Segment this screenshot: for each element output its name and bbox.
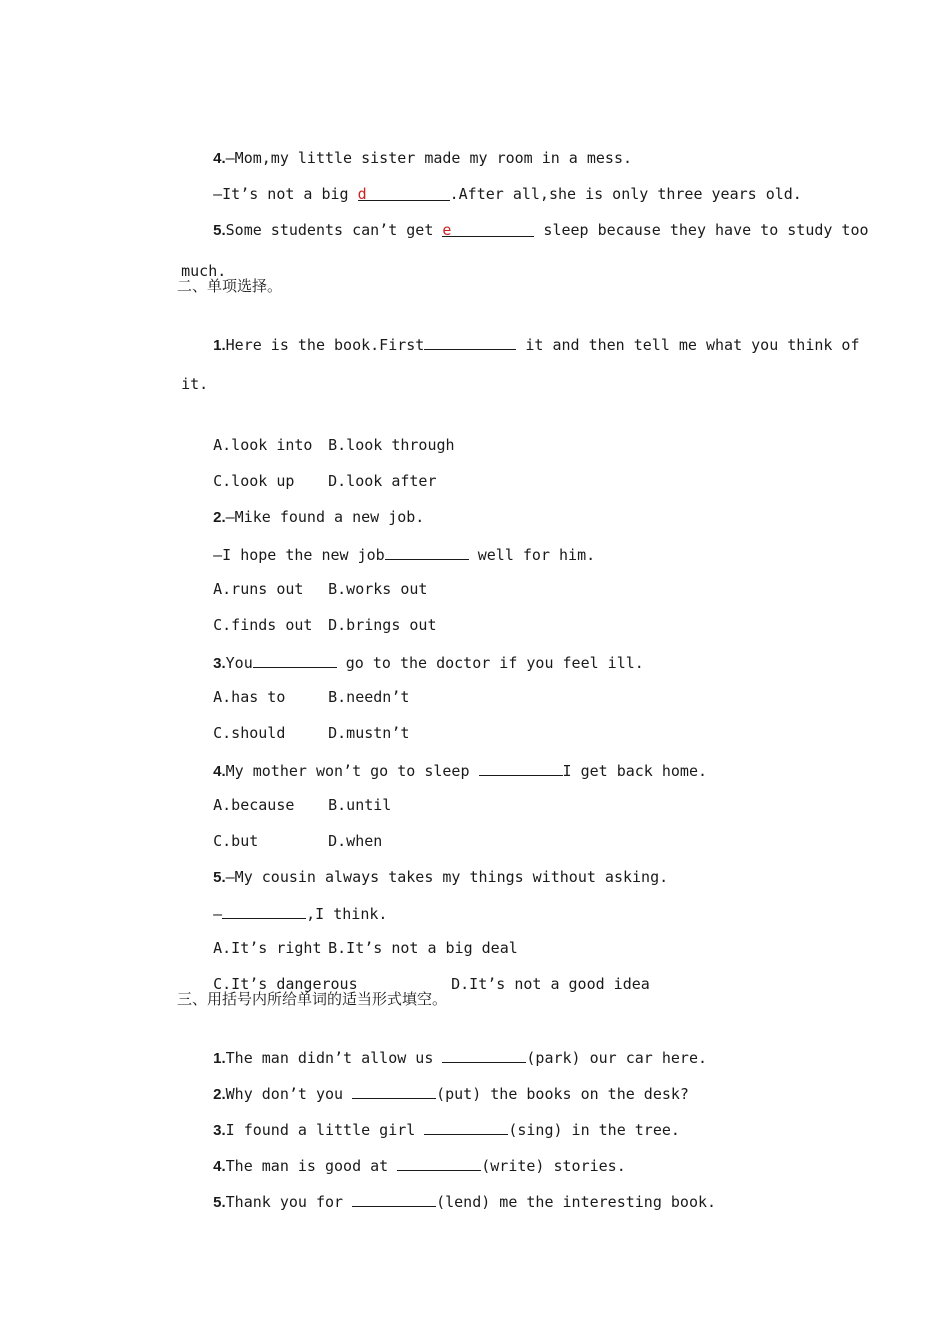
answer-blank[interactable]: [352, 1082, 436, 1099]
option-d[interactable]: D.mustn’t: [328, 724, 410, 742]
question-text-post: (put) the books on the desk?: [436, 1085, 689, 1103]
answer-blank[interactable]: [424, 1118, 508, 1135]
question-number: 3.: [213, 655, 226, 672]
question-text-post: I get back home.: [562, 762, 708, 780]
question-number: 5.: [213, 869, 226, 886]
answer-blank[interactable]: [222, 902, 306, 919]
answer-blank[interactable]: [442, 220, 534, 237]
question-text-post: (sing) in the tree.: [508, 1121, 680, 1139]
question-text-pre: The man is good at: [225, 1157, 398, 1175]
question-number: 1.: [213, 1050, 226, 1067]
question-text-post: it and then tell me what you think of: [516, 336, 860, 354]
question-text-wrap: it.: [181, 375, 209, 393]
question-number: 5.: [213, 222, 226, 239]
answer-blank[interactable]: [352, 1190, 436, 1207]
answer-blank[interactable]: [253, 651, 337, 668]
question-p2-1-wrap: [145, 354, 208, 414]
first-letter-hint: d: [357, 185, 367, 203]
answer-blank[interactable]: [442, 1046, 526, 1063]
option-c[interactable]: C.finds out: [213, 616, 313, 634]
question-text-post: (write) stories.: [481, 1157, 626, 1175]
question-p1-5: [177, 200, 869, 261]
question-text-post: .After all,she is only three years old.: [449, 185, 802, 203]
answer-blank[interactable]: [397, 1154, 481, 1171]
question-text-post: ,I think.: [306, 905, 388, 923]
question-number: 2.: [213, 1086, 226, 1103]
question-number: 3.: [213, 1122, 226, 1139]
option-d[interactable]: D.look after: [328, 472, 437, 490]
question-text-pre: You: [225, 654, 253, 672]
question-text-pre: —: [213, 905, 223, 923]
option-b[interactable]: B.It’s not a big deal: [328, 939, 518, 957]
question-text-pre: —I hope the new job: [213, 546, 385, 564]
question-text-post: well for him.: [468, 546, 596, 564]
section-heading-multiple-choice: 二、单项选择。: [177, 277, 283, 295]
option-b[interactable]: B.until: [328, 796, 392, 814]
option-a[interactable]: A.runs out: [213, 580, 304, 598]
answer-blank[interactable]: [424, 333, 516, 350]
option-b[interactable]: B.look through: [328, 436, 455, 454]
section-heading-word-forms: 三、用括号内所给单词的适当形式填空。: [177, 990, 448, 1008]
option-a[interactable]: A.look into: [213, 436, 313, 454]
question-text: —My cousin always takes my things without asking.: [225, 868, 669, 886]
option-c[interactable]: C.It’s dangerous: [213, 975, 358, 993]
question-text-post: (park) our car here.: [526, 1049, 708, 1067]
question-text-pre: Here is the book.First: [225, 336, 425, 354]
question-text-pre: Some students can’t get: [225, 221, 443, 239]
question-p3-5: [177, 1170, 716, 1233]
option-d[interactable]: D.It’s not a good idea: [451, 975, 650, 993]
question-text-pre: The man didn’t allow us: [225, 1049, 443, 1067]
question-text-pre: —It’s not a big: [213, 185, 358, 203]
question-text-post: sleep because they have to study too: [534, 221, 869, 239]
question-number: 2.: [213, 509, 226, 526]
answer-blank[interactable]: [479, 759, 563, 776]
question-number: 4.: [213, 150, 226, 167]
question-text-wrap: much.: [181, 262, 227, 280]
answer-blank[interactable]: [358, 184, 450, 201]
option-d[interactable]: D.brings out: [328, 616, 437, 634]
question-text: —Mike found a new job.: [225, 508, 425, 526]
question-number: 5.: [213, 1194, 226, 1211]
option-c[interactable]: C.should: [213, 724, 286, 742]
question-text-post: (lend) me the interesting book.: [436, 1193, 717, 1211]
option-b[interactable]: B.works out: [328, 580, 428, 598]
question-text-post: go to the doctor if you feel ill.: [336, 654, 644, 672]
option-d[interactable]: D.when: [328, 832, 383, 850]
question-text-pre: Thank you for: [225, 1193, 353, 1211]
question-number: 1.: [213, 337, 226, 354]
option-a[interactable]: A.has to: [213, 688, 286, 706]
question-number: 4.: [213, 1158, 226, 1175]
option-a[interactable]: A.because: [213, 796, 295, 814]
question-text: —Mom,my little sister made my room in a mess.: [225, 149, 633, 167]
option-c[interactable]: C.but: [213, 832, 259, 850]
question-text-pre: My mother won’t go to sleep: [225, 762, 479, 780]
question-p2-1: [177, 313, 860, 376]
first-letter-hint: e: [442, 221, 452, 239]
question-text-pre: I found a little girl: [225, 1121, 425, 1139]
question-text-pre: Why don’t you: [225, 1085, 353, 1103]
option-a[interactable]: A.It’s right: [213, 939, 322, 957]
question-number: 4.: [213, 763, 226, 780]
answer-blank[interactable]: [385, 543, 469, 560]
option-b[interactable]: B.needn’t: [328, 688, 410, 706]
option-c[interactable]: C.look up: [213, 472, 295, 490]
